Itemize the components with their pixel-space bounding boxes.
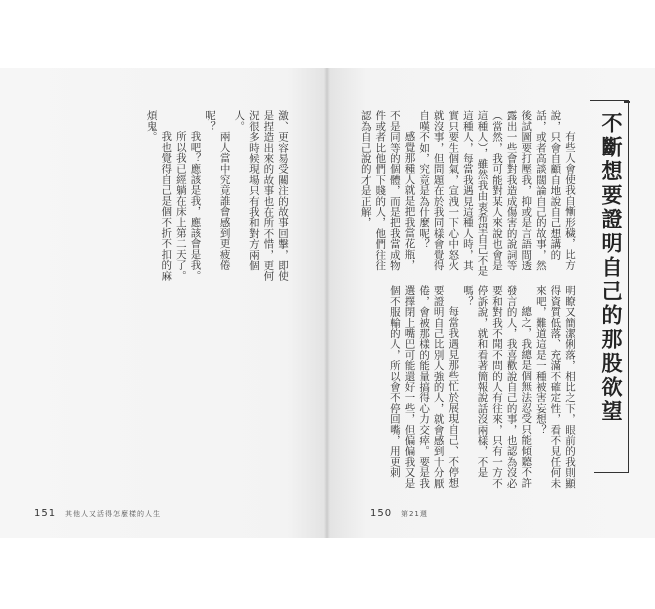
page-number: 151 (34, 508, 57, 519)
title-frame-rule (594, 472, 628, 474)
right-folio (370, 508, 428, 519)
left-page-text (145, 110, 290, 290)
paragraph: 激、更容易受關注的故事回擊，即使是捏造出來的故事也在所不惜，更何況很多時候現場只有我和對方兩個人。 (233, 110, 289, 282)
chapter-title: 不斷想要證明自己的那股欲望 (599, 112, 624, 424)
running-head: 第21週 (400, 510, 428, 518)
paragraph: 總之，我總是個無法忍受只能傾聽不許發言的人，我喜歡說自己的事，也認為沒必要和對我不聞不問的人有往來，只有一方不停訴說，就和看著簡報說話沒兩樣，不是嗎？ (461, 285, 533, 489)
title-frame-tick (624, 101, 630, 103)
paragraph: 感覺那種人就是把我當花瓶，不是同等的個體，而是把我當成物件或者比他們下賤的人，他們往往認為自己說的才是正解， (359, 110, 416, 271)
page-number: 150 (370, 508, 393, 519)
left-folio (34, 508, 161, 519)
book-gutter (324, 68, 330, 538)
paragraph: 兩人當中究竟誰會感到更疲倦呢？ (204, 110, 231, 271)
paragraph: 有些人會使我自慚形穢，比方說，只會自顧自地說自己想講的話，或者高談闊論自己的故事，然後試圖要打壓我，抑或是言語間透露出一些會對我造成傷害的說詞等（當然，我可能對某人來說也會是這種人），雖然我由衷希望自己不是這種人，每當我遇見這種人時，其實只要生個氣，宣洩一下心中怒火就沒事，但問題在於我同樣會覺得自嘆不如，究竟是為什麼呢？ (418, 110, 576, 276)
paragraph: 我吧？應該是我，應該會是我。 (189, 131, 202, 281)
paragraph: 我也覺得自己是個不折不扣的麻煩鬼。 (145, 110, 173, 281)
running-head: 其他人又活得怎麼樣的人生 (64, 510, 161, 518)
paragraph: 所以我已經躺在床上第二天了。 (174, 131, 187, 281)
paragraph: 每當我遇見那些忙於展現自己、不停想要證明自己比別人強的人，就會感到十分厭倦，會被那樣的能量搞得心力交瘁。要是我選擇閉上嘴巴可能還好一些，但偏偏我又是個不服輸的人，所以會不停回嘴，用更刺 (388, 285, 460, 489)
right-page-text-upper (359, 110, 577, 280)
paragraph: 明瞭又簡潔俐落，相比之下，眼前的我則顯得資質低落、充滿不確定性，看不見任何未來吧，難道這是一種被害妄想？ (534, 285, 576, 489)
right-page-text-lower (372, 285, 577, 490)
